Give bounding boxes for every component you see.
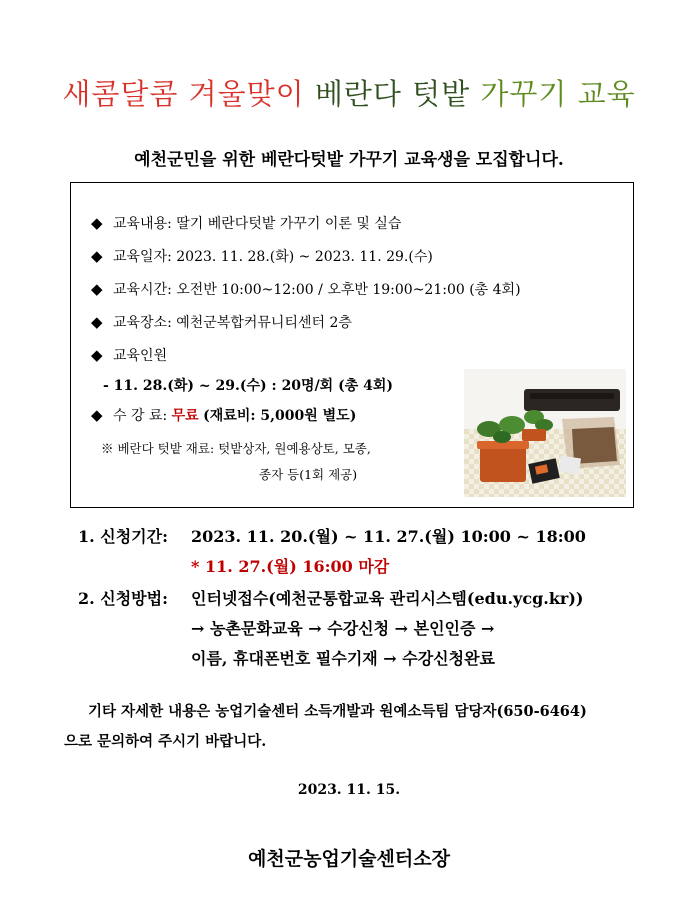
note-line-2: 종자 등(1회 제공) bbox=[259, 467, 358, 482]
apply-method-line-1: 인터넷접수(예천군통합교육 관리시스템(edu.ycg.kr)) bbox=[191, 589, 584, 608]
detail-people bbox=[91, 345, 167, 365]
issue-date: 2023. 11. 15. bbox=[297, 782, 401, 798]
detail-place-text: 교육장소: 예천군복합커뮤니티센터 2층 bbox=[113, 315, 352, 331]
apply-deadline: * 11. 27.(월) 16:00 마감 bbox=[191, 557, 390, 576]
diamond-bullet-icon: ◆ bbox=[91, 406, 103, 424]
subtitle: 예천군민을 위한 베란다텃밭 가꾸기 교육생을 모집합니다. bbox=[134, 150, 564, 170]
diamond-bullet-icon: ◆ bbox=[91, 214, 103, 232]
strawberry-kit-photo bbox=[464, 369, 626, 497]
apply-period-label: 1. 신청기간: bbox=[78, 527, 169, 546]
apply-method-label: 2. 신청방법: bbox=[78, 589, 169, 608]
apply-method-line-2: → 농촌문화교육 → 수강신청 → 본인인증 → bbox=[191, 619, 495, 638]
title-part-red: 새콤달콤 겨울맞이 bbox=[62, 77, 305, 111]
apply-method-line-3: 이름, 휴대폰번호 필수기재 → 수강신청완료 bbox=[191, 649, 496, 668]
note-line-1: ※ 베란다 텃밭 재료: 텃밭상자, 원예용상토, 모종, bbox=[101, 441, 371, 456]
diamond-bullet-icon: ◆ bbox=[91, 313, 103, 331]
detail-date-text: 교육일자: 2023. 11. 28.(화) ~ 2023. 11. 29.(수) bbox=[113, 249, 433, 265]
diamond-bullet-icon: ◆ bbox=[91, 280, 103, 298]
fee-material: (재료비: 5,000원 별도) bbox=[203, 408, 357, 424]
detail-fee bbox=[91, 405, 356, 425]
detail-content-text: 교육내용: 딸기 베란다텃밭 가꾸기 이론 및 실습 bbox=[113, 216, 402, 232]
detail-people-label: 교육인원 bbox=[113, 348, 168, 364]
fee-free: 무료 bbox=[171, 408, 199, 424]
title-part-olive: 가꾸기 교육 bbox=[480, 77, 636, 111]
title-part-green: 베란다 텃밭 bbox=[314, 77, 471, 111]
diamond-bullet-icon: ◆ bbox=[91, 247, 103, 265]
detail-people-value: - 11. 28.(화) ~ 29.(수) : 20명/회 (총 4회) bbox=[103, 378, 393, 394]
signature: 예천군농업기술센터소장 bbox=[248, 848, 450, 870]
details-box bbox=[70, 182, 634, 508]
fee-label: 수 강 료: bbox=[113, 408, 168, 424]
apply-period bbox=[78, 524, 586, 547]
diamond-bullet-icon: ◆ bbox=[91, 346, 103, 364]
apply-method bbox=[78, 586, 584, 609]
poster-title bbox=[0, 72, 698, 113]
detail-content bbox=[91, 213, 401, 233]
detail-time-text: 교육시간: 오전반 10:00~12:00 / 오후반 19:00~21:00 (총 4회) bbox=[113, 282, 521, 298]
contact-line-2: 으로 문의하여 주시기 바랍니다. bbox=[64, 733, 267, 750]
apply-period-value: 2023. 11. 20.(월) ~ 11. 27.(월) 10:00 ~ 18:00 bbox=[191, 527, 586, 546]
detail-place bbox=[91, 312, 352, 332]
contact-line-1: 기타 자세한 내용은 농업기술센터 소득개발과 원예소득팀 담당자(650-6464) bbox=[88, 703, 587, 720]
detail-date bbox=[91, 246, 433, 266]
detail-time bbox=[91, 279, 521, 299]
